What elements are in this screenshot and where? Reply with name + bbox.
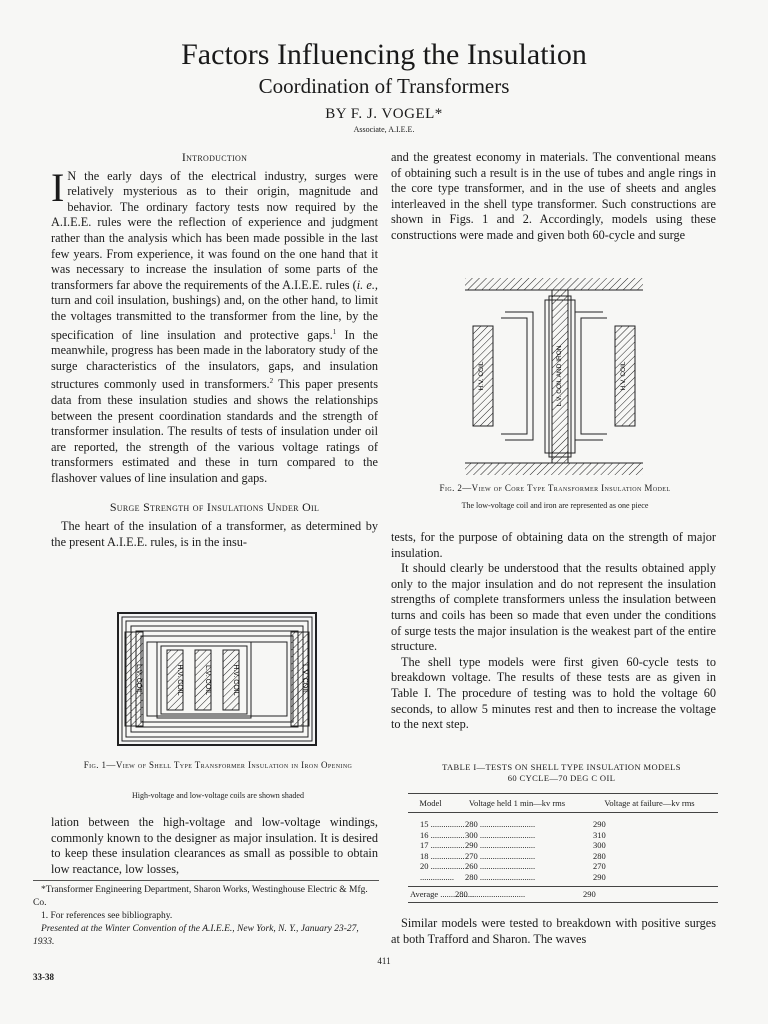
introduction-paragraph: I N the early days of the electrical industry, surges were relatively mysterious as to their origin, magnitude and behavior. The ordinary factory tests now required by the A.I.E.E. rules were the reflection of experience and judgment rather than the analysis which has been made possible in the last few years. From experience, it was found on the one hand that it was necessary to increase the insulation of some parts of the transformers far above the requirements of the A.I.E.E. rules (i. e., turn and coil insulation, bushings) and, on the other hand, to limit the voltages transmitted to the transformer from the line, by the specification of line insulation and protective gaps.$^1$ In the meanwhile, progress has been made in the laboratory study of the surge characteristics of the insulators, gaps, and insulation structures commonly used in transformers.$^2$ This paper presents data from these insulation studies and shows the relationships between the present coordination standards and the strength of transformer insulation. The results of tests of insulation under oil are reported, the strength of the various voltage ratings of transformers estimated and these in turn compared to the flashover values of line insulation and gaps. [51,164,379,486]
author-affiliation: Associate, A.I.E.E. [353,125,415,134]
fig2-label-3: H.V. COIL [620,361,627,391]
fig1-label-4: H.V. COIL [232,664,239,696]
right-bottom-paragraph: Similar models were tested to breakdown with positive surges at both Trafford and Sharon. The waves [391,916,716,946]
paper-code: 33-38 [33,972,54,982]
table-row: 17 ................ 290 .......................... 300 [420,840,606,850]
table-row: ................ 280 .......................... 290 [420,871,606,882]
footnote-presented: Presented at the Winter Convention of the A.I.E.E., New York, N. Y., January 23-27, 1933. [33,924,359,947]
fig1-label-2: H.V. COIL [176,664,183,696]
table-header: Model Voltage held 1 min—kv rms Voltage at failure—kv rms [408,793,718,813]
surge-paragraph: The heart of the insulation of a transformer, as determined by the present A.I.E.E. rules, is in the insu- [51,519,378,549]
table-row: 15 ................ 280 .......................... 290 [420,819,606,829]
right-mid-paragraph-2: It should clearly be understood that the results obtained apply only to the major insulation and do not represent the insulation strengths of complete transformers unless the insulation between turns and coils has been so made that even under the conditions of surge tests the major insulation is the weakest part of the entire structure. [391,561,716,654]
fig2-label-2: L.V. COIL AND IRON [556,345,563,407]
right-column-top [391,150,716,244]
introduction-heading: Introduction [181,150,248,164]
right-column-middle [391,530,716,733]
right-top-paragraph: and the greatest economy in materials. The conventional means of obtaining such a result is in the use of tubes and angle rings in the core type transformer, and in the use of sheets and angles interleaved in the shell type transformer. Such constructions are shown in Figs. 1 and 2. Accordingly, models using these constructions were made and given both 60-cycle and surge [391,150,716,242]
table-average-row: Average ................ 280 .......................... 290 [408,886,718,903]
footnote-references: 1. For references see bibliography. [41,911,173,921]
surge-heading: Surge Strength of Insulations Under Oil [109,499,320,514]
table-1 [408,793,718,903]
right-mid-paragraph-1: tests, for the purpose of obtaining data on the strength of major insulation. [391,530,716,560]
fig1-label-3: L.V. COIL [204,664,211,696]
table-row: 20 ................ 260 .......................... 270 [420,861,606,871]
paper-title: Factors Influencing the Insulation [181,38,587,71]
right-mid-paragraph-3: The shell type models were first given 60-cycle tests to breakdown voltage. The results of these tests are as given in Table I. The procedure of testing was to hold the voltage 60 seconds, to allow 5 minutes rest and then to increase the voltage to the next step. [391,654,716,732]
footnotes [33,880,379,949]
paper-subtitle: Coordination of Transformers [258,74,510,98]
table-1-title: TABLE I—TESTS ON SHELL TYPE INSULATION MODELS 60 CYCLE—70 DEG C OIL [442,762,681,783]
left-bottom-paragraph: lation between the high-voltage and low-voltage windings, commonly known to the designer as major insulation. It is desired to keep these insulation clearances as small as possible to obtain low reactance, low losses, [51,815,378,876]
figure-2-subcaption: The low-voltage coil and iron are represented as one piece [461,501,649,510]
figure-1-subcaption: High-voltage and low-voltage coils are shown shaded [132,791,304,800]
page-number: 411 [377,956,391,966]
author-byline: BY F. J. VOGEL* [325,106,443,122]
fig1-label-1: L.V. COIL [135,663,142,695]
left-column-intro [51,150,378,550]
left-column-bottom [51,815,378,877]
figure-2-diagram [465,278,643,475]
figure-1-diagram [117,612,317,746]
footnote-affiliation: *Transformer Engineering Department, Sharon Works, Westinghouse Electric & Mfg. Co. [33,885,368,908]
figure-2-caption: Fig. 2—View of Core Type Transformer Insulation Model [439,483,671,493]
table-row: 18 ................ 270 .......................... 280 [420,850,606,861]
figure-1-caption: Fig. 1—View of Shell Type Transformer Insulation in Iron Opening [83,760,353,770]
right-column-bottom [391,916,716,947]
fig1-label-5: L.V. COIL [301,663,308,695]
table-row: 16 ................ 300 .......................... 310 [420,829,606,840]
drop-cap: I [51,164,65,210]
fig2-label-1: H.V. COIL [478,361,485,391]
